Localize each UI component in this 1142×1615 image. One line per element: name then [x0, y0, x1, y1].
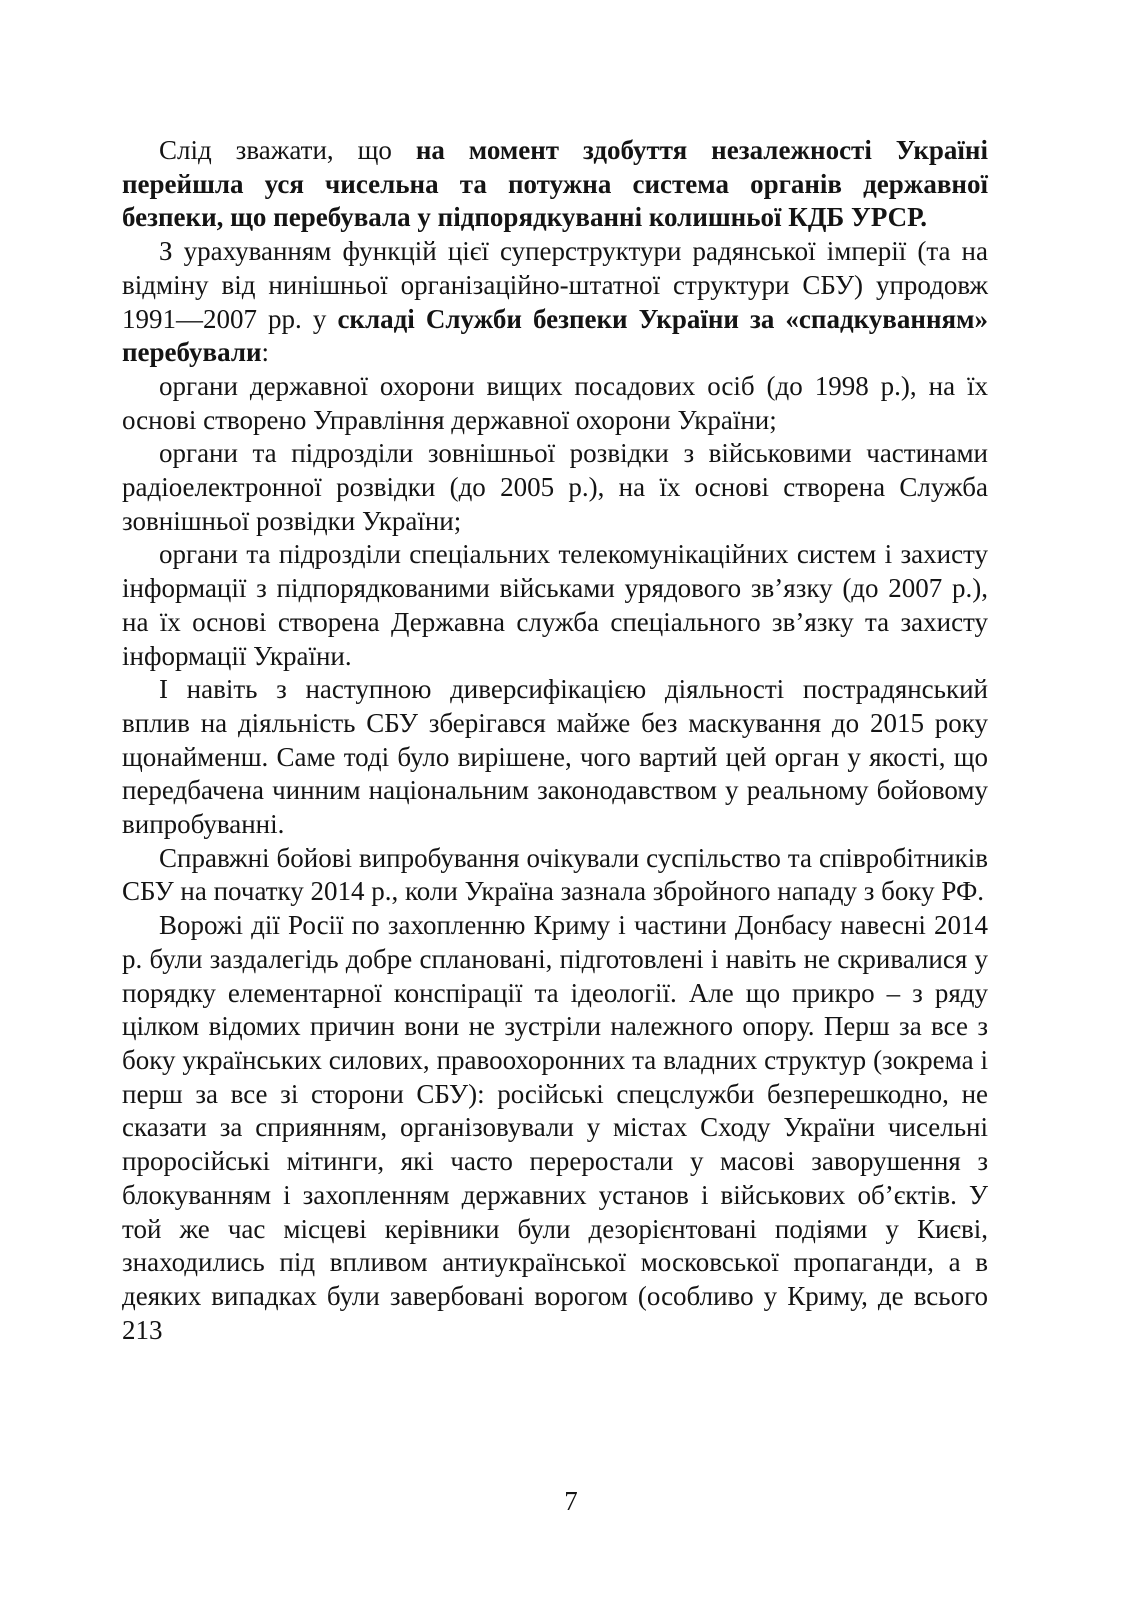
list-item [122, 538, 988, 673]
paragraph-text: органи та підрозділи спеціальних телекомунікаційних систем і захисту інформації з підпорядкованими військами урядового зв’язку (до 2007 р.), на їх основі створена Державна служба спеціального зв’язку та захисту інформації України. [122, 539, 988, 671]
paragraph-text: З урахуванням функцій цієї суперструктури радянської імперії (та на відміну від нинішньої організаційно-штатної структури СБУ) упродовж 1991—2007 рр. у [122, 236, 988, 334]
page-number: 7 [564, 1486, 578, 1516]
paragraph-text: І навіть з наступною диверсифікацією діяльності пострадянський вплив на діяльність СБУ зберігався майже без маскування до 2015 року щонайменш. Саме тоді було вирішене, чого вартий цей орган у якості, що передбачена чинним національним законодавством у реальному бойовому випробуванні. [122, 674, 988, 840]
paragraph [122, 673, 988, 842]
paragraph-text: Ворожі дії Росії по захопленню Криму і частини Донбасу навесні 2014 р. були заздалегідь добре сплановані, підготовлені і навіть не скривалися у порядку елементарної конспірації та ідеології. Але що прикро – з ряду цілком відомих причин вони не зустріли належного опору. Перш за все з боку українських силових, правоохоронних та владних структур (зокрема і перш за все зі сторони СБУ): російські спецслужби безперешкодно, не сказати за сприянням, організовували у містах Сходу України чисельні проросійські мітинги, які часто переростали у масові заворушення з блокуванням і захопленням державних установ і військових об’єктів. У той же час місцеві керівники були дезорієнтовані подіями у Києві, знаходились під впливом антиукраїнської московської пропаганди, а в деяких випадках були завербовані ворогом (особливо у Криму, де всього 213 [122, 910, 988, 1345]
paragraph [122, 235, 988, 370]
paragraph [122, 134, 988, 235]
paragraph-text: Слід зважати, що [159, 135, 416, 165]
list-item [122, 370, 988, 437]
paragraph-text: органи та підрозділи зовнішньої розвідки з військовими частинами радіоелектронної розвідки (до 2005 р.), на їх основі створена Служба зовнішньої розвідки України; [122, 438, 988, 536]
document-body [122, 134, 988, 1347]
paragraph-text: : [261, 337, 270, 368]
list-item [122, 437, 988, 538]
paragraph [122, 909, 988, 1347]
paragraph-text: Справжні бойові випробування очікували суспільство та співробітників СБУ на початку 2014 р., коли Україна зазнала збройного нападу з боку РФ. [122, 842, 988, 907]
paragraph-bold-text: складі Служби безпеки України за «спадкуванням» перебували [122, 303, 988, 368]
paragraph-text: органи державної охорони вищих посадових осіб (до 1998 р.), на їх основі створено Управління державної охорони України; [122, 370, 988, 435]
paragraph-bold-text: на момент здобуття незалежності Україні перейшла уся чисельна та потужна система органів державної безпеки, що перебувала у підпорядкуванні колишньої КДБ УРСР. [122, 135, 988, 233]
paragraph [122, 842, 988, 909]
